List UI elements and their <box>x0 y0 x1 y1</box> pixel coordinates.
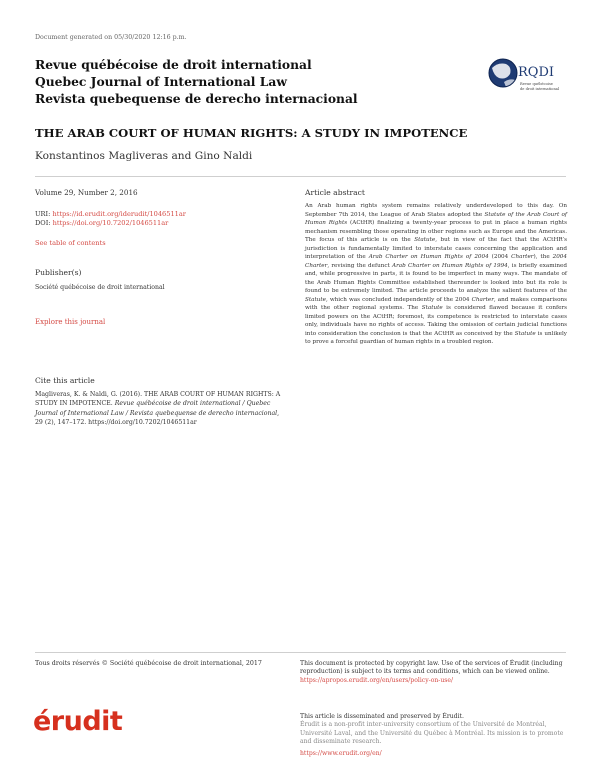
footer-divider <box>35 652 566 653</box>
erudit-link[interactable]: https://www.erudit.org/en/ <box>300 749 382 757</box>
dissemination-notice: This article is disseminated and preserved by Érudit. Érudit is a non-profit inter-university consortium of the Université de Montréal, Université Laval, and the Université du Québec à Montréal. Its mission is to promote and disseminate research. https://www.erudit.org/en/ <box>300 713 566 758</box>
doi-line: DOI: https://doi.org/10.7202/1046511ar <box>35 219 169 227</box>
journal-names <box>35 56 395 107</box>
volume-info: Volume 29, Number 2, 2016 <box>35 188 138 197</box>
doi-link[interactable]: https://doi.org/10.7202/1046511ar <box>52 219 169 227</box>
logo-subtext: Revue québécoise de droit international <box>520 82 560 91</box>
publisher-heading: Publisher(s) <box>35 268 82 277</box>
header-divider <box>35 176 566 177</box>
abstract-heading: Article abstract <box>305 188 365 197</box>
erudit-logo: érudit <box>33 706 123 737</box>
article-title: THE ARAB COURT OF HUMAN RIGHTS: A STUDY IN IMPOTENCE <box>35 126 468 140</box>
publisher-name: Société québécoise de droit international <box>35 284 165 291</box>
journal-logo <box>486 56 568 98</box>
abstract-text: An Arab human rights system remains relatively underdeveloped to this day. On September 7th 2014, the League of Arab States adopted the Statute of the Arab Court of Human Rights (ACtHR) finalizing a twenty-year process to put in place a human rights mechanism resembling those operating in other regions such as Europe and the Americas. The focus of this article is on the Statute, but in view of the fact that the ACtHR’s jurisdiction is fundamentally limited to interstate cases concerning the application and interpretation of the Arab Charter on Human Rights of 2004 (2004 Charter), the 2004 Charter, revising the defunct Arab Charter on Human Rights of 1994, is briefly examined and, while progressive in parts, it is found to be imperfect in many ways. The mandate of the Arab Human Rights Committee established thereunder is looked into but its role is found to be extremely limited. The article proceeds to analyze the salient features of the Statute, which was concluded independently of the 2004 Charter, and makes comparisons with the other regional systems. The Statute is considered flawed because it confers limited powers on the ACtHR; foremost, its competence is restricted to interstate cases only, individuals have no rights of access. Taking the omission of certain judicial functions into consideration the conclusion is that the ACtHR as conceived by the Statute is unlikely to prove a forceful guardian of human rights in a troubled region. <box>305 203 568 345</box>
journal-name-en: Quebec Journal of International Law <box>35 74 287 89</box>
logo-text: RQDI <box>518 65 555 80</box>
uri-link[interactable]: https://id.erudit.org/iderudit/1046511ar <box>52 210 186 218</box>
citation-text: Magliveras, K. & Naldi, G. (2016). THE ARAB COURT OF HUMAN RIGHTS: A STUDY IN IMPOTENCE. Revue québécoise de droit international / Quebec Journal of International Law / Revista quebequense de derecho internacional, 29 (2), 147–172. https://doi.org/10.7202/1046511ar <box>35 391 281 427</box>
rights-statement: Tous droits réservés © Société québécoise de droit international, 2017 <box>35 660 262 667</box>
policy-link[interactable]: https://apropos.erudit.org/en/users/policy-on-use/ <box>300 676 454 684</box>
table-of-contents-link[interactable]: See table of contents <box>35 239 106 247</box>
journal-name-fr: Revue québécoise de droit international <box>35 57 312 72</box>
journal-name-es: Revista quebequense de derecho internacional <box>35 91 358 106</box>
article-authors: Konstantinos Magliveras and Gino Naldi <box>35 150 253 162</box>
cite-heading: Cite this article <box>35 376 95 385</box>
copyright-notice: This document is protected by copyright law. Use of the services of Érudit (including reproduction) is subject to its terms and conditions, which can be viewed online. https://apropos.erudit.org/en/users/policy-on-use/ <box>300 660 566 685</box>
uri-line: URI: https://id.erudit.org/iderudit/1046511ar <box>35 210 186 218</box>
generation-date: Document generated on 05/30/2020 12:16 p.m. <box>35 34 187 41</box>
explore-journal-link[interactable]: Explore this journal <box>35 318 106 326</box>
